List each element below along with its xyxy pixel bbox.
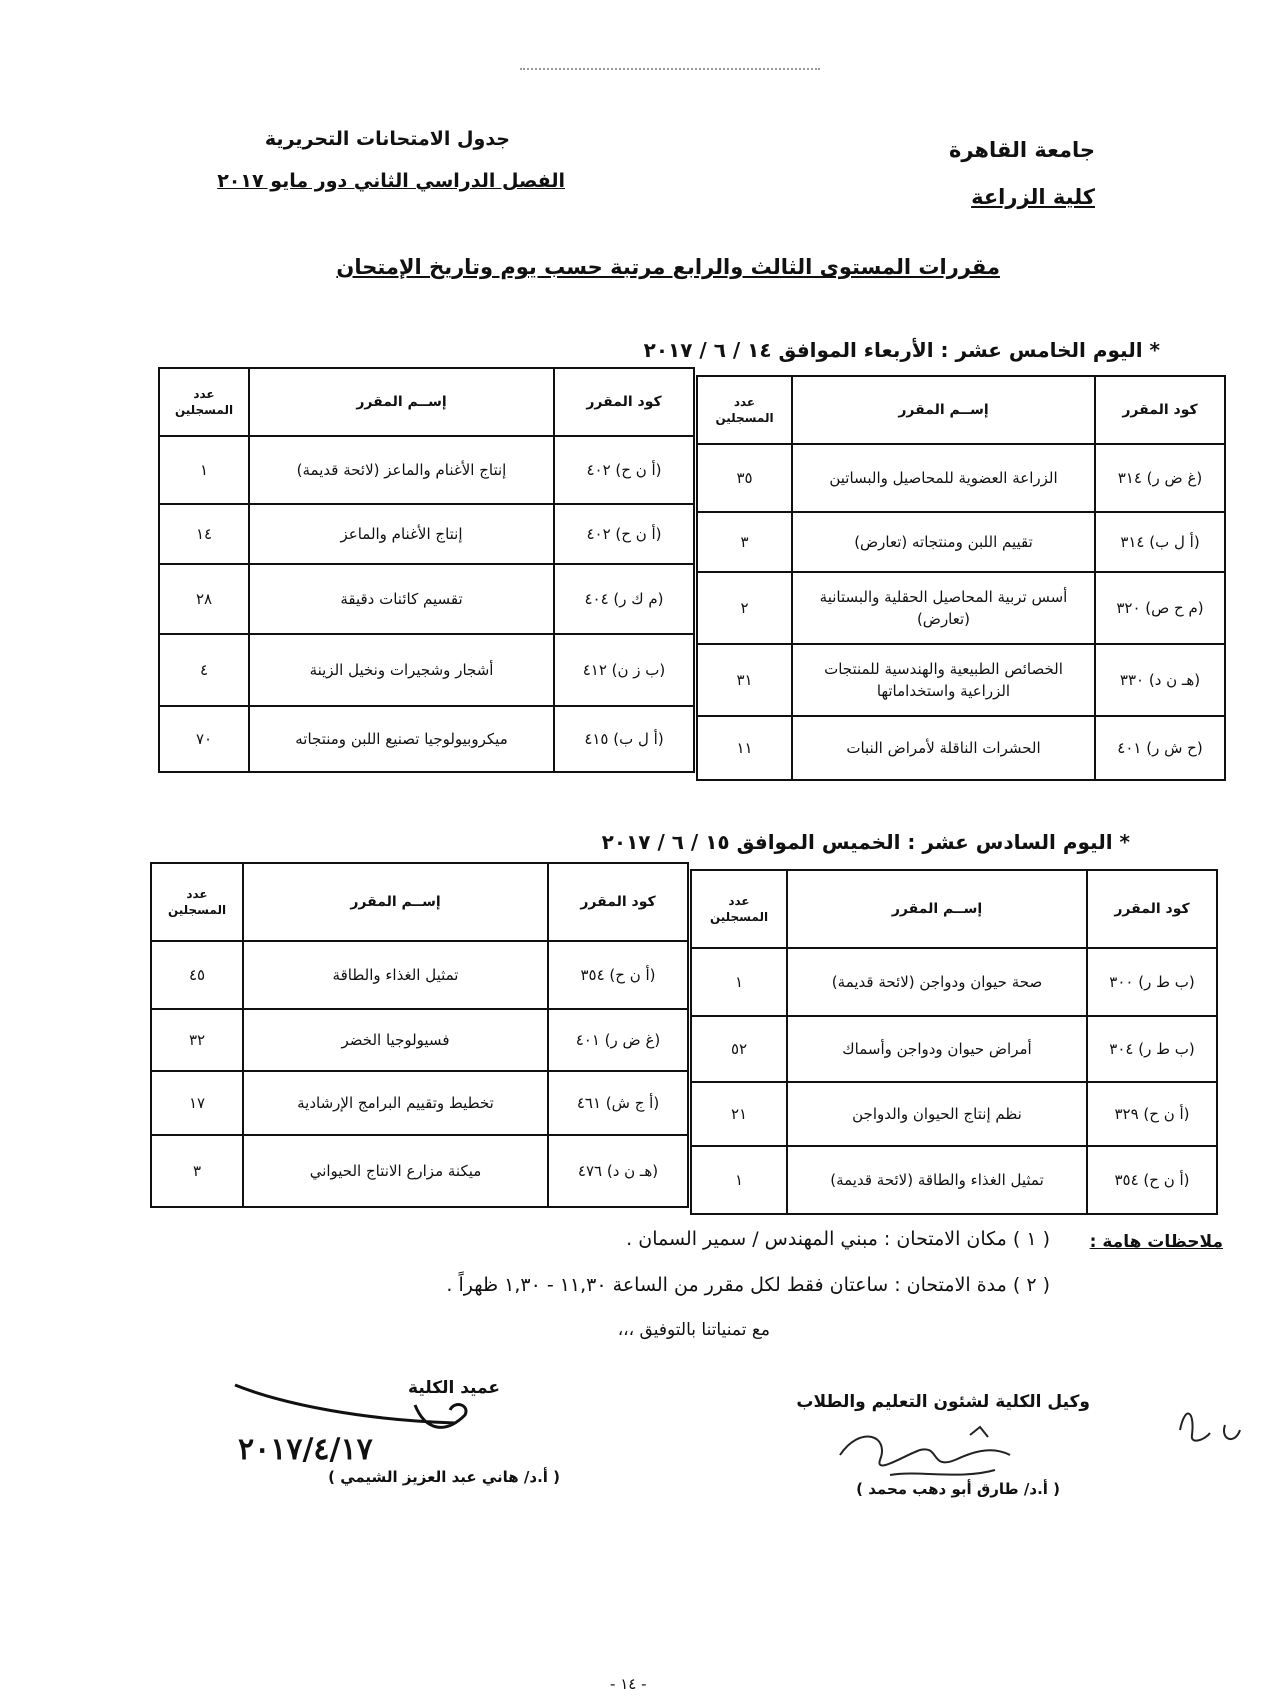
- note-exam-duration: ( ٢ ) مدة الامتحان : ساعتان فقط لكل مقرر من الساعة ١١,٣٠ - ١,٣٠ ظهراً .: [446, 1274, 1050, 1296]
- table-row: [151, 1135, 688, 1207]
- enrolled-count: ٢: [697, 572, 792, 644]
- day1-left-table: [158, 367, 695, 773]
- page-subtitle: مقررات المستوى الثالث والرابع مرتبة حسب يوم وتاريخ الإمتحان: [336, 255, 1000, 279]
- course-code: (ب ط ر) ٣٠٠: [1087, 948, 1217, 1016]
- enrolled-count: ٣: [151, 1135, 243, 1207]
- enrolled-count: ٣٢: [151, 1009, 243, 1071]
- table-row: [691, 948, 1217, 1016]
- enrolled-count: ١: [691, 1146, 787, 1214]
- day1-title: * اليوم الخامس عشر : الأربعاء الموافق ١٤ / ٦ / ٢٠١٧: [643, 338, 1160, 362]
- enrolled-count: ١: [691, 948, 787, 1016]
- table-row: [691, 1146, 1217, 1214]
- table-row: [159, 504, 694, 564]
- column-header-code: كود المقرر: [548, 863, 688, 941]
- course-name: ميكروبيولوجيا تصنيع اللبن ومنتجاته: [249, 706, 554, 772]
- course-name: إنتاج الأغنام والماعز: [249, 504, 554, 564]
- university-name: جامعة القاهرة: [948, 138, 1095, 162]
- course-code: (أ ل ب) ٣١٤: [1095, 512, 1225, 572]
- table-row: [691, 1082, 1217, 1146]
- course-code: (م ح ص) ٣٢٠: [1095, 572, 1225, 644]
- course-name: فسيولوجيا الخضر: [243, 1009, 548, 1071]
- enrolled-count: ٤٥: [151, 941, 243, 1009]
- column-header-name: إســم المقرر: [249, 368, 554, 436]
- table-row: [691, 1016, 1217, 1082]
- enrolled-count: ١: [159, 436, 249, 504]
- scan-artifact-dots: [520, 68, 820, 72]
- faculty-name: كلية الزراعة: [971, 185, 1095, 209]
- course-name: أسس تربية المحاصيل الحقلية والبستانية (تعارض): [792, 572, 1095, 644]
- table-row: [159, 564, 694, 634]
- table-row: [697, 512, 1225, 572]
- enrolled-count: ١١: [697, 716, 792, 780]
- enrolled-count: ٣١: [697, 644, 792, 716]
- day2-right-table: [690, 869, 1218, 1215]
- notes-label: ملاحظات هامة :: [1089, 1232, 1223, 1252]
- column-header-code: كود المقرر: [1087, 870, 1217, 948]
- note-exam-location: ( ١ ) مكان الامتحان : مبني المهندس / سمير السمان .: [626, 1228, 1050, 1250]
- vice-dean-title: وكيل الكلية لشئون التعليم والطلاب: [796, 1392, 1090, 1412]
- column-header-name: إســم المقرر: [787, 870, 1087, 948]
- table-row: [697, 572, 1225, 644]
- course-code: (أ ن ح) ٣٥٤: [1087, 1146, 1217, 1214]
- table-row: [151, 1009, 688, 1071]
- course-code: (ح ش ر) ٤٠١: [1095, 716, 1225, 780]
- enrolled-count: ١٤: [159, 504, 249, 564]
- course-name: أشجار وشجيرات ونخيل الزينة: [249, 634, 554, 706]
- semester-label: الفصل الدراسي الثاني دور مايو ٢٠١٧: [217, 170, 565, 192]
- day2-title: * اليوم السادس عشر : الخميس الموافق ١٥ / ٦ / ٢٠١٧: [601, 830, 1130, 854]
- course-name: الخصائص الطبيعية والهندسية للمنتجات الزراعية واستخداماتها: [792, 644, 1095, 716]
- table-row: [159, 706, 694, 772]
- course-name: تقييم اللبن ومنتجاته (تعارض): [792, 512, 1095, 572]
- column-header-count: عدد المسجلين: [697, 376, 792, 444]
- dean-signature-date: ٢٠١٧/٤/١٧: [238, 1432, 373, 1467]
- course-code: (أ ج ش) ٤٦١: [548, 1071, 688, 1135]
- initials-mark: [1170, 1395, 1260, 1455]
- course-code: (غ ض ر) ٣١٤: [1095, 444, 1225, 512]
- enrolled-count: ٣٥: [697, 444, 792, 512]
- closing-wishes: مع تمنياتنا بالتوفيق ،،،: [617, 1320, 770, 1340]
- course-name: نظم إنتاج الحيوان والدواجن: [787, 1082, 1087, 1146]
- course-code: (ب ز ن) ٤١٢: [554, 634, 694, 706]
- vice-dean-name: ( أ.د/ طارق أبو دهب محمد ): [856, 1480, 1060, 1498]
- column-header-name: إســم المقرر: [792, 376, 1095, 444]
- course-name: تخطيط وتقييم البرامج الإرشادية: [243, 1071, 548, 1135]
- enrolled-count: ٢١: [691, 1082, 787, 1146]
- course-name: الحشرات الناقلة لأمراض النبات: [792, 716, 1095, 780]
- course-code: (هـ ن د) ٣٣٠: [1095, 644, 1225, 716]
- course-name: أمراض حيوان ودواجن وأسماك: [787, 1016, 1087, 1082]
- course-code: (ب ط ر) ٣٠٤: [1087, 1016, 1217, 1082]
- course-name: تمثيل الغذاء والطاقة: [243, 941, 548, 1009]
- course-code: (غ ض ر) ٤٠١: [548, 1009, 688, 1071]
- enrolled-count: ٥٢: [691, 1016, 787, 1082]
- column-header-code: كود المقرر: [1095, 376, 1225, 444]
- column-header-count: عدد المسجلين: [159, 368, 249, 436]
- course-code: (أ ل ب) ٤١٥: [554, 706, 694, 772]
- column-header-name: إســم المقرر: [243, 863, 548, 941]
- enrolled-count: ٣: [697, 512, 792, 572]
- table-row: [697, 444, 1225, 512]
- page-number: - ١٤ -: [610, 1675, 647, 1693]
- course-name: صحة حيوان ودواجن (لائحة قديمة): [787, 948, 1087, 1016]
- enrolled-count: ٧٠: [159, 706, 249, 772]
- table-row: [159, 436, 694, 504]
- enrolled-count: ٢٨: [159, 564, 249, 634]
- day1-right-table: [696, 375, 1226, 781]
- course-code: (أ ن ح) ٤٠٢: [554, 504, 694, 564]
- exam-schedule-title: جدول الامتحانات التحريرية: [264, 128, 510, 150]
- column-header-count: عدد المسجلين: [151, 863, 243, 941]
- column-header-count: عدد المسجلين: [691, 870, 787, 948]
- table-row: [697, 644, 1225, 716]
- enrolled-count: ١٧: [151, 1071, 243, 1135]
- course-code: (م ك ر) ٤٠٤: [554, 564, 694, 634]
- day2-left-table: [150, 862, 689, 1208]
- course-code: (هـ ن د) ٤٧٦: [548, 1135, 688, 1207]
- dean-title: عميد الكلية: [408, 1378, 500, 1398]
- course-code: (أ ن ح) ٤٠٢: [554, 436, 694, 504]
- table-row: [159, 634, 694, 706]
- enrolled-count: ٤: [159, 634, 249, 706]
- column-header-code: كود المقرر: [554, 368, 694, 436]
- course-name: الزراعة العضوية للمحاصيل والبساتين: [792, 444, 1095, 512]
- course-code: (أ ن ح) ٣٥٤: [548, 941, 688, 1009]
- course-name: ميكنة مزارع الانتاج الحيواني: [243, 1135, 548, 1207]
- course-name: تقسيم كائنات دقيقة: [249, 564, 554, 634]
- course-code: (أ ن ح) ٣٢٩: [1087, 1082, 1217, 1146]
- dean-name: ( أ.د/ هاني عبد العزيز الشيمي ): [328, 1468, 560, 1486]
- table-row: [151, 1071, 688, 1135]
- table-row: [151, 941, 688, 1009]
- course-name: إنتاج الأغنام والماعز (لائحة قديمة): [249, 436, 554, 504]
- table-row: [697, 716, 1225, 780]
- course-name: تمثيل الغذاء والطاقة (لائحة قديمة): [787, 1146, 1087, 1214]
